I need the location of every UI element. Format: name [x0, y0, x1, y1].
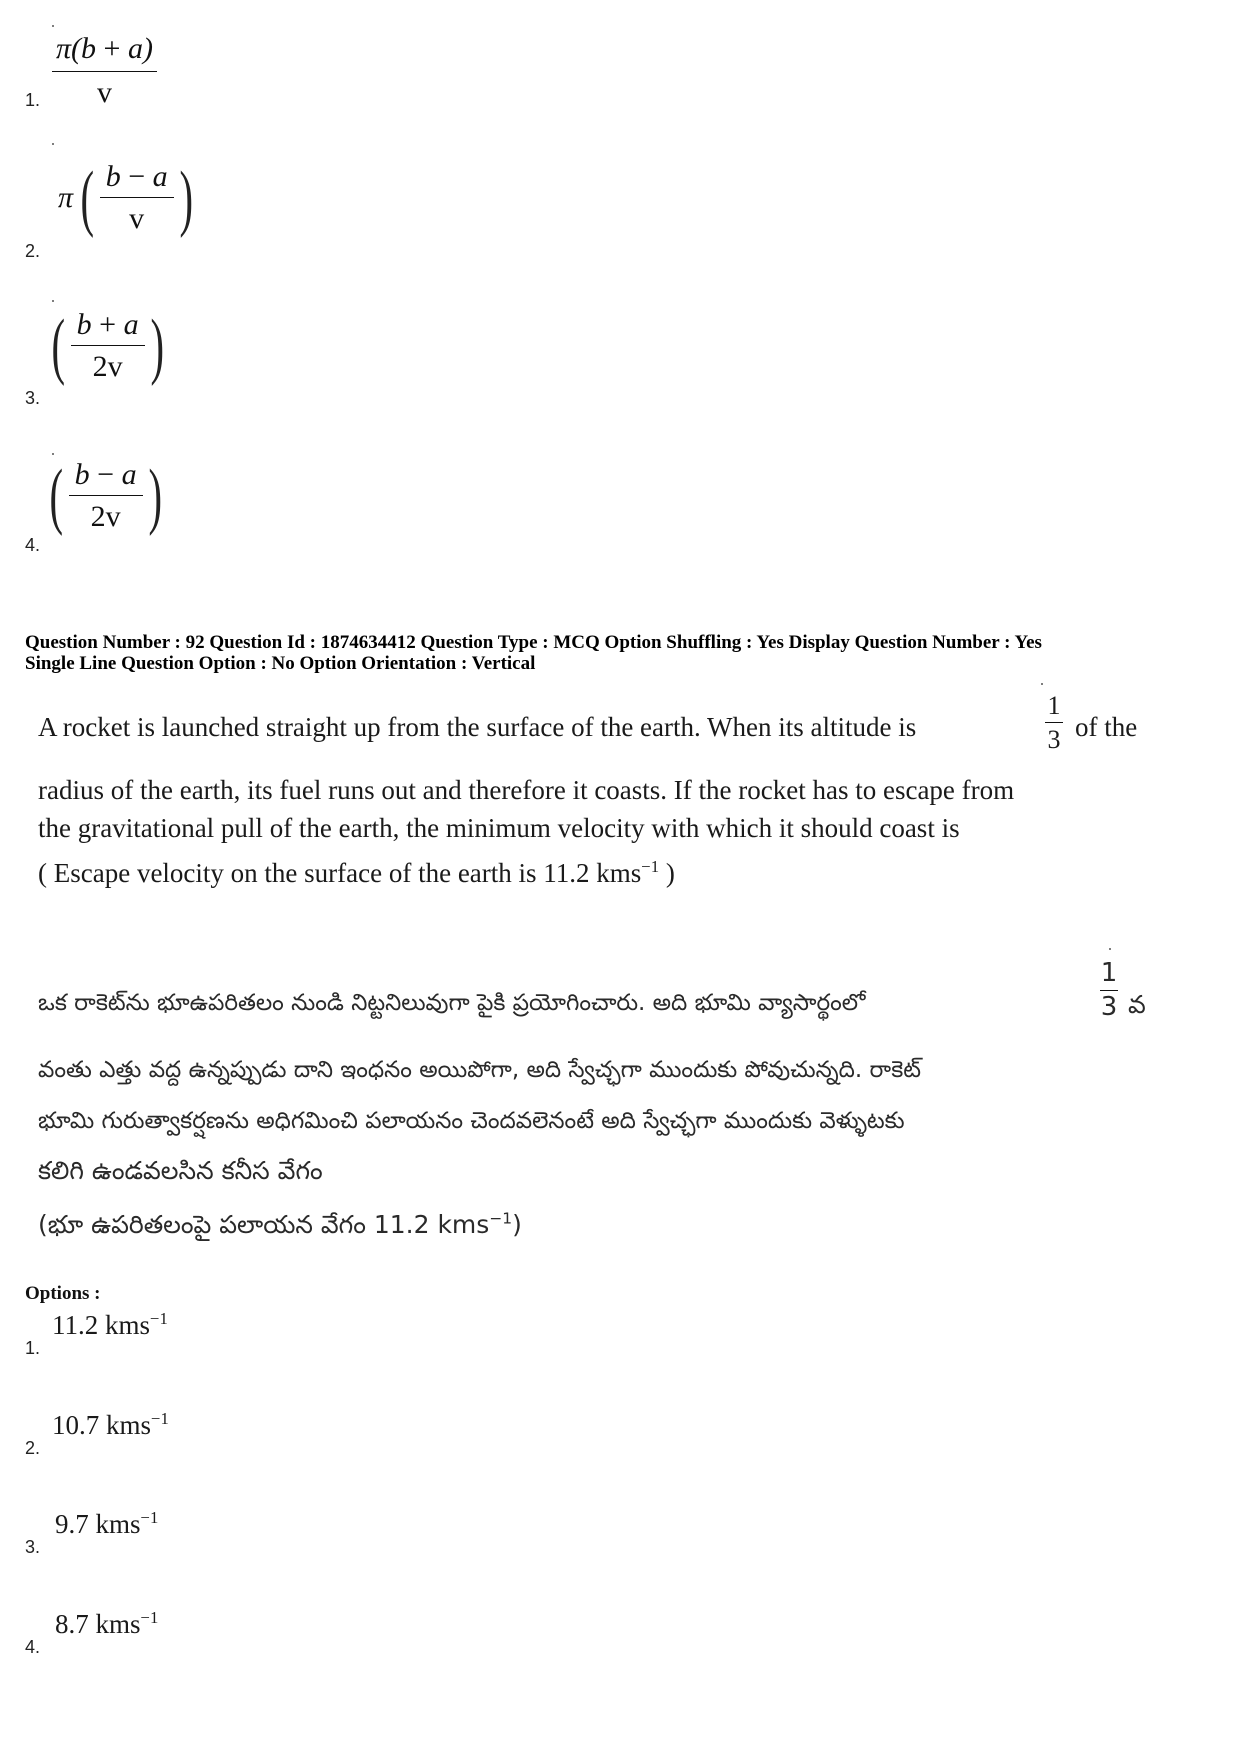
left-paren: ( — [51, 304, 66, 387]
telugu-line-1: ఒక రాకెట్‌ను భూఉపరితలం నుండి నిట్టనిలువుగా పైకి ప్రయోగించారు. అది భూమి వ్యాసార్థంలో — [38, 990, 866, 1016]
question-meta — [25, 632, 1042, 674]
prev-option-2-formula[interactable]: π ( $\frac{b - a}{v}$ ) — [58, 156, 193, 239]
prev-option-4-formula[interactable]: ( $\frac{b - a}{2v}$ ) — [49, 454, 162, 537]
question-meta-line-2: Single Line Question Option : No Option Orientation : Vertical — [25, 653, 536, 674]
telugu-line-5: (భూ ఉపరితలంపై పలాయన వేగం 11.2 kms$^{-1}$) — [38, 1209, 522, 1239]
right-paren: ) — [148, 454, 162, 537]
option-marker-dot — [52, 143, 54, 145]
question-line-3: the gravitational pull of the earth, the minimum velocity with which it should coast is — [38, 813, 960, 843]
question-line-2: radius of the earth, its fuel runs out and therefore it coasts. If the rocket has to escape from — [38, 775, 1015, 805]
prev-option-number: 3. — [25, 388, 41, 408]
option-number: 4. — [25, 1637, 41, 1657]
option-number: 2. — [25, 1438, 41, 1458]
right-paren: ) — [150, 304, 164, 387]
question-line-4: ( Escape velocity on the surface of the earth is 11.2 kms$^{-1}$ ) — [38, 857, 675, 888]
option-value: 9.7 kms$^{-1}$ — [55, 1508, 159, 1539]
prev-option-1-formula[interactable]: $\frac{\pi(b + a)}{v}$ — [52, 32, 157, 109]
telugu-line-1-end: వ — [1128, 990, 1146, 1019]
options-label: Options : — [25, 1283, 101, 1304]
fraction-bar — [1045, 722, 1063, 723]
question-marker-dot — [1041, 683, 1043, 685]
telugu-fraction: 1 3 — [1100, 958, 1118, 1023]
prev-option-number: 4. — [25, 535, 41, 555]
question-line-1-end: of the — [1075, 712, 1138, 742]
question-line-1: A rocket is launched straight up from the surface of the earth. When its altitude is — [38, 712, 917, 742]
question-meta-line-1: Question Number : 92 Question Id : 1874634412 Question Type : MCQ Option Shuffling : Yes Display Question Number : Yes — [25, 632, 1042, 653]
option-number: 1. — [25, 1338, 41, 1358]
left-paren: ( — [80, 156, 95, 239]
option-value: 10.7 kms$^{-1}$ — [52, 1409, 169, 1440]
right-paren: ) — [179, 156, 193, 239]
altitude-fraction: 1 3 — [1045, 692, 1063, 754]
option-marker-dot — [52, 25, 54, 27]
option-number: 3. — [25, 1537, 41, 1557]
option-value: 11.2 kms$^{-1}$ — [52, 1309, 168, 1340]
option-value: 8.7 kms$^{-1}$ — [55, 1608, 159, 1639]
telugu-line-2: వంతు ఎత్తు వద్ద ఉన్నప్పుడు దాని ఇంధనం అయిపోగా, అది స్వేచ్ఛగా ముందుకు పోవుచున్నది. రాకెట్ — [38, 1057, 921, 1083]
option-marker-dot — [52, 300, 54, 302]
prev-option-3-formula[interactable]: ( $\frac{b + a}{2v}$ ) — [51, 304, 164, 387]
question-marker-dot — [1109, 948, 1111, 950]
fraction-bar — [1100, 990, 1118, 991]
prev-option-number: 2. — [25, 241, 41, 261]
telugu-line-4: కలిగి ఉండవలసిన కనీస వేగం — [38, 1156, 323, 1185]
telugu-line-3: భూమి గురుత్వాకర్షణను అధిగమించి పలాయనం చెందవలెనంటే అది స్వేచ్ఛగా ముందుకు వెళ్ళుటకు — [38, 1108, 905, 1134]
prev-option-number: 1. — [25, 90, 41, 110]
left-paren: ( — [49, 454, 64, 537]
